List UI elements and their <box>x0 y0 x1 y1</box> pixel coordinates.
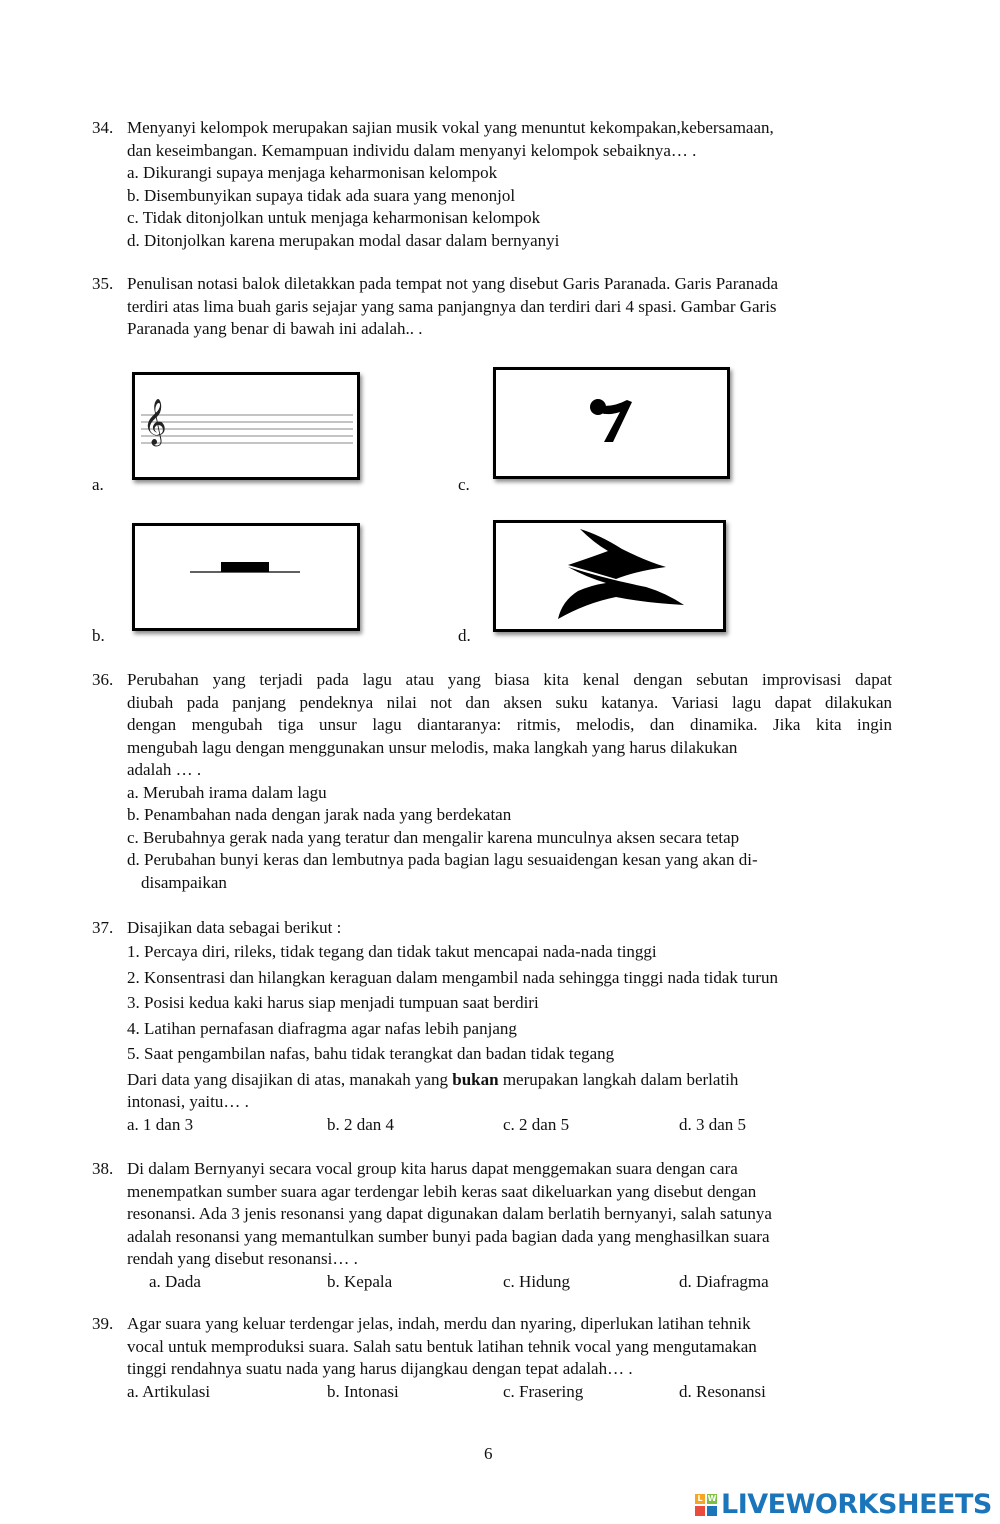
eighth-rest-image <box>496 370 727 476</box>
image-option-label-d: d. <box>458 626 471 645</box>
question-text-line: Paranada yang benar di bawah ini adalah.. . <box>127 319 423 338</box>
logo-cell: L <box>695 1494 705 1504</box>
answer-option-c[interactable]: c. 2 dan 5 <box>503 1114 570 1134</box>
data-list-item: 2. Konsentrasi dan hilangkan keraguan dalam mengambil nada sehingga tinggi nada tidak turun <box>127 967 779 987</box>
answer-option-c[interactable]: c. Hidung <box>503 1271 571 1291</box>
question-38 <box>92 1158 892 1293</box>
liveworksheets-logo-text: LIVEWORKSHEETS <box>721 1488 992 1520</box>
question-number: 35. <box>92 274 114 293</box>
answer-option-a[interactable]: a. Merubah irama dalam lagu <box>127 782 327 802</box>
question-34 <box>92 117 892 252</box>
question-text-line <box>127 1069 892 1092</box>
answer-option-b[interactable]: b. Kepala <box>327 1271 393 1291</box>
answer-option-a[interactable]: a. Artikulasi <box>127 1381 211 1401</box>
question-text-line: resonansi. Ada 3 jenis resonansi yang dapat digunakan dalam berlatih bernyanyi, salah satunya <box>127 1204 772 1223</box>
answer-options-row <box>127 1114 892 1137</box>
liveworksheets-logo[interactable] <box>695 1489 992 1521</box>
question-text-line: vocal untuk memproduksi suara. Salah satu bentuk latihan tehnik vocal yang mengutamakan <box>127 1336 757 1356</box>
half-rest-icon <box>221 562 269 572</box>
answer-option-c[interactable]: c. Tidak ditonjolkan untuk menjaga keharmonisan kelompok <box>127 208 541 227</box>
image-option-c[interactable] <box>493 367 730 479</box>
data-list <box>127 941 892 1069</box>
answer-option-d[interactable]: d. Resonansi <box>679 1381 766 1401</box>
answer-option-a[interactable]: a. Dada <box>149 1271 201 1291</box>
image-option-label-b: b. <box>92 626 105 645</box>
answer-option-d-continuation: disampaikan <box>141 872 227 892</box>
question-text-line: intonasi, yaitu… . <box>127 1092 249 1112</box>
answer-option-b[interactable]: b. 2 dan 4 <box>327 1114 395 1134</box>
question-text-line: dengan mengubah tiga unsur lagu diantaranya: ritmis, melodis, dan dinamika. Jika kita ingin <box>127 715 892 734</box>
answer-option-b[interactable]: b. Disembunyikan supaya tidak ada suara yang menonjol <box>127 185 516 205</box>
question-number: 37. <box>92 918 114 937</box>
question-text-line: adalah … . <box>127 760 202 779</box>
data-list-item: 4. Latihan pernafasan diafragma agar nafas lebih panjang <box>127 1018 517 1038</box>
answer-options-row <box>127 1271 892 1294</box>
data-list-item: 1. Percaya diri, rileks, tidak tegang dan tidak takut mencapai nada-nada tinggi <box>127 942 657 961</box>
question-text-line: Perubahan yang terjadi pada lagu atau yang biasa kita kenal dengan sebutan improvisasi dapat <box>127 670 892 689</box>
logo-cell: W <box>707 1494 717 1503</box>
image-option-label-a: a. <box>92 475 104 494</box>
question-text-line: dan keseimbangan. Kemampuan individu dalam menyanyi kelompok sebaiknya… . <box>127 140 697 160</box>
data-list-item: 3. Posisi kedua kaki harus siap menjadi tumpuan saat berdiri <box>127 993 539 1013</box>
question-text-line: rendah yang disebut resonansi… . <box>127 1249 358 1268</box>
answer-option-d[interactable]: d. Perubahan bunyi keras dan lembutnya pada bagian lagu sesuaidengan kesan yang akan di- <box>127 850 758 869</box>
answer-option-d[interactable]: d. Diafragma <box>679 1271 769 1291</box>
question-35 <box>92 273 892 341</box>
logo-cell <box>707 1506 717 1516</box>
staff-image <box>135 375 357 477</box>
answer-option-a[interactable]: a. 1 dan 3 <box>127 1114 194 1134</box>
page-number: 6 <box>484 1444 493 1463</box>
image-option-label-c: c. <box>458 475 470 494</box>
quarter-rest-icon <box>558 529 684 619</box>
answer-option-b[interactable]: b. Penambahan nada dengan jarak nada yang berdekatan <box>127 805 512 824</box>
answer-options-row <box>127 1381 892 1404</box>
question-39 <box>92 1313 892 1403</box>
answer-option-d[interactable]: d. 3 dan 5 <box>679 1114 747 1134</box>
answer-option-b[interactable]: b. Intonasi <box>327 1381 399 1401</box>
question-text-line: Di dalam Bernyanyi secara vocal group kita harus dapat menggemakan suara dengan cara <box>127 1159 738 1178</box>
question-text-part: Dari data yang disajikan di atas, manakah yang <box>127 1069 453 1089</box>
question-text-line: mengubah lagu dengan menggunakan unsur melodis, maka langkah yang harus dilakukan <box>127 737 738 757</box>
image-option-a[interactable] <box>132 372 360 480</box>
image-option-b[interactable] <box>132 523 360 631</box>
eighth-rest-icon <box>590 399 632 442</box>
answer-option-a[interactable]: a. Dikurangi supaya menjaga keharmonisan kelompok <box>127 163 498 182</box>
answer-option-c[interactable]: c. Berubahnya gerak nada yang teratur dan mengalir karena munculnya aksen secara tetap <box>127 827 740 847</box>
question-36 <box>92 669 892 894</box>
treble-clef-icon: 𝄞 <box>143 399 167 445</box>
question-text-line: Penulisan notasi balok diletakkan pada tempat not yang disebut Garis Paranada. Garis Paranada <box>127 274 779 293</box>
question-text-line: diubah pada panjang pendeknya nilai not dan aksen suku katanya. Variasi lagu dapat dilakukan <box>127 692 892 712</box>
question-text-line: Agar suara yang keluar terdengar jelas, indah, merdu dan nyaring, diperlukan latihan tehnik <box>127 1314 751 1333</box>
question-text-line: terdiri atas lima buah garis sejajar yang sama panjangnya dan terdiri dari 4 spasi. Gambar Garis <box>127 296 777 316</box>
question-number: 38. <box>92 1159 114 1178</box>
question-37 <box>92 917 892 1136</box>
question-number: 36. <box>92 670 114 689</box>
question-intro: Disajikan data sebagai berikut : <box>127 918 342 937</box>
answer-option-d[interactable]: d. Ditonjolkan karena merupakan modal dasar dalam bernyanyi <box>127 230 560 250</box>
quarter-rest-image <box>496 523 723 629</box>
rest-image <box>135 526 357 628</box>
question-text-part: merupakan langkah dalam berlatih <box>498 1069 739 1089</box>
image-option-d[interactable] <box>493 520 726 632</box>
question-text-line: Menyanyi kelompok merupakan sajian musik vokal yang menuntut kekompakan,kebersamaan, <box>127 118 774 137</box>
question-text-line: menempatkan sumber suara agar terdengar lebih keras saat dikeluarkan yang disebut dengan <box>127 1181 757 1201</box>
liveworksheets-logo-icon <box>695 1494 717 1516</box>
question-emphasis: bukan <box>452 1069 499 1089</box>
logo-cell <box>695 1506 705 1516</box>
answer-option-c[interactable]: c. Frasering <box>503 1381 584 1401</box>
question-number: 39. <box>92 1314 114 1333</box>
question-number: 34. <box>92 118 114 137</box>
question-text-line: tinggi rendahnya suatu nada yang harus dijangkau dengan tepat adalah… . <box>127 1359 633 1378</box>
question-text-line: adalah resonansi yang memantulkan sumber bunyi pada bagian dada yang menghasilkan suara <box>127 1226 770 1246</box>
data-list-item: 5. Saat pengambilan nafas, bahu tidak terangkat dan badan tidak tegang <box>127 1044 615 1064</box>
